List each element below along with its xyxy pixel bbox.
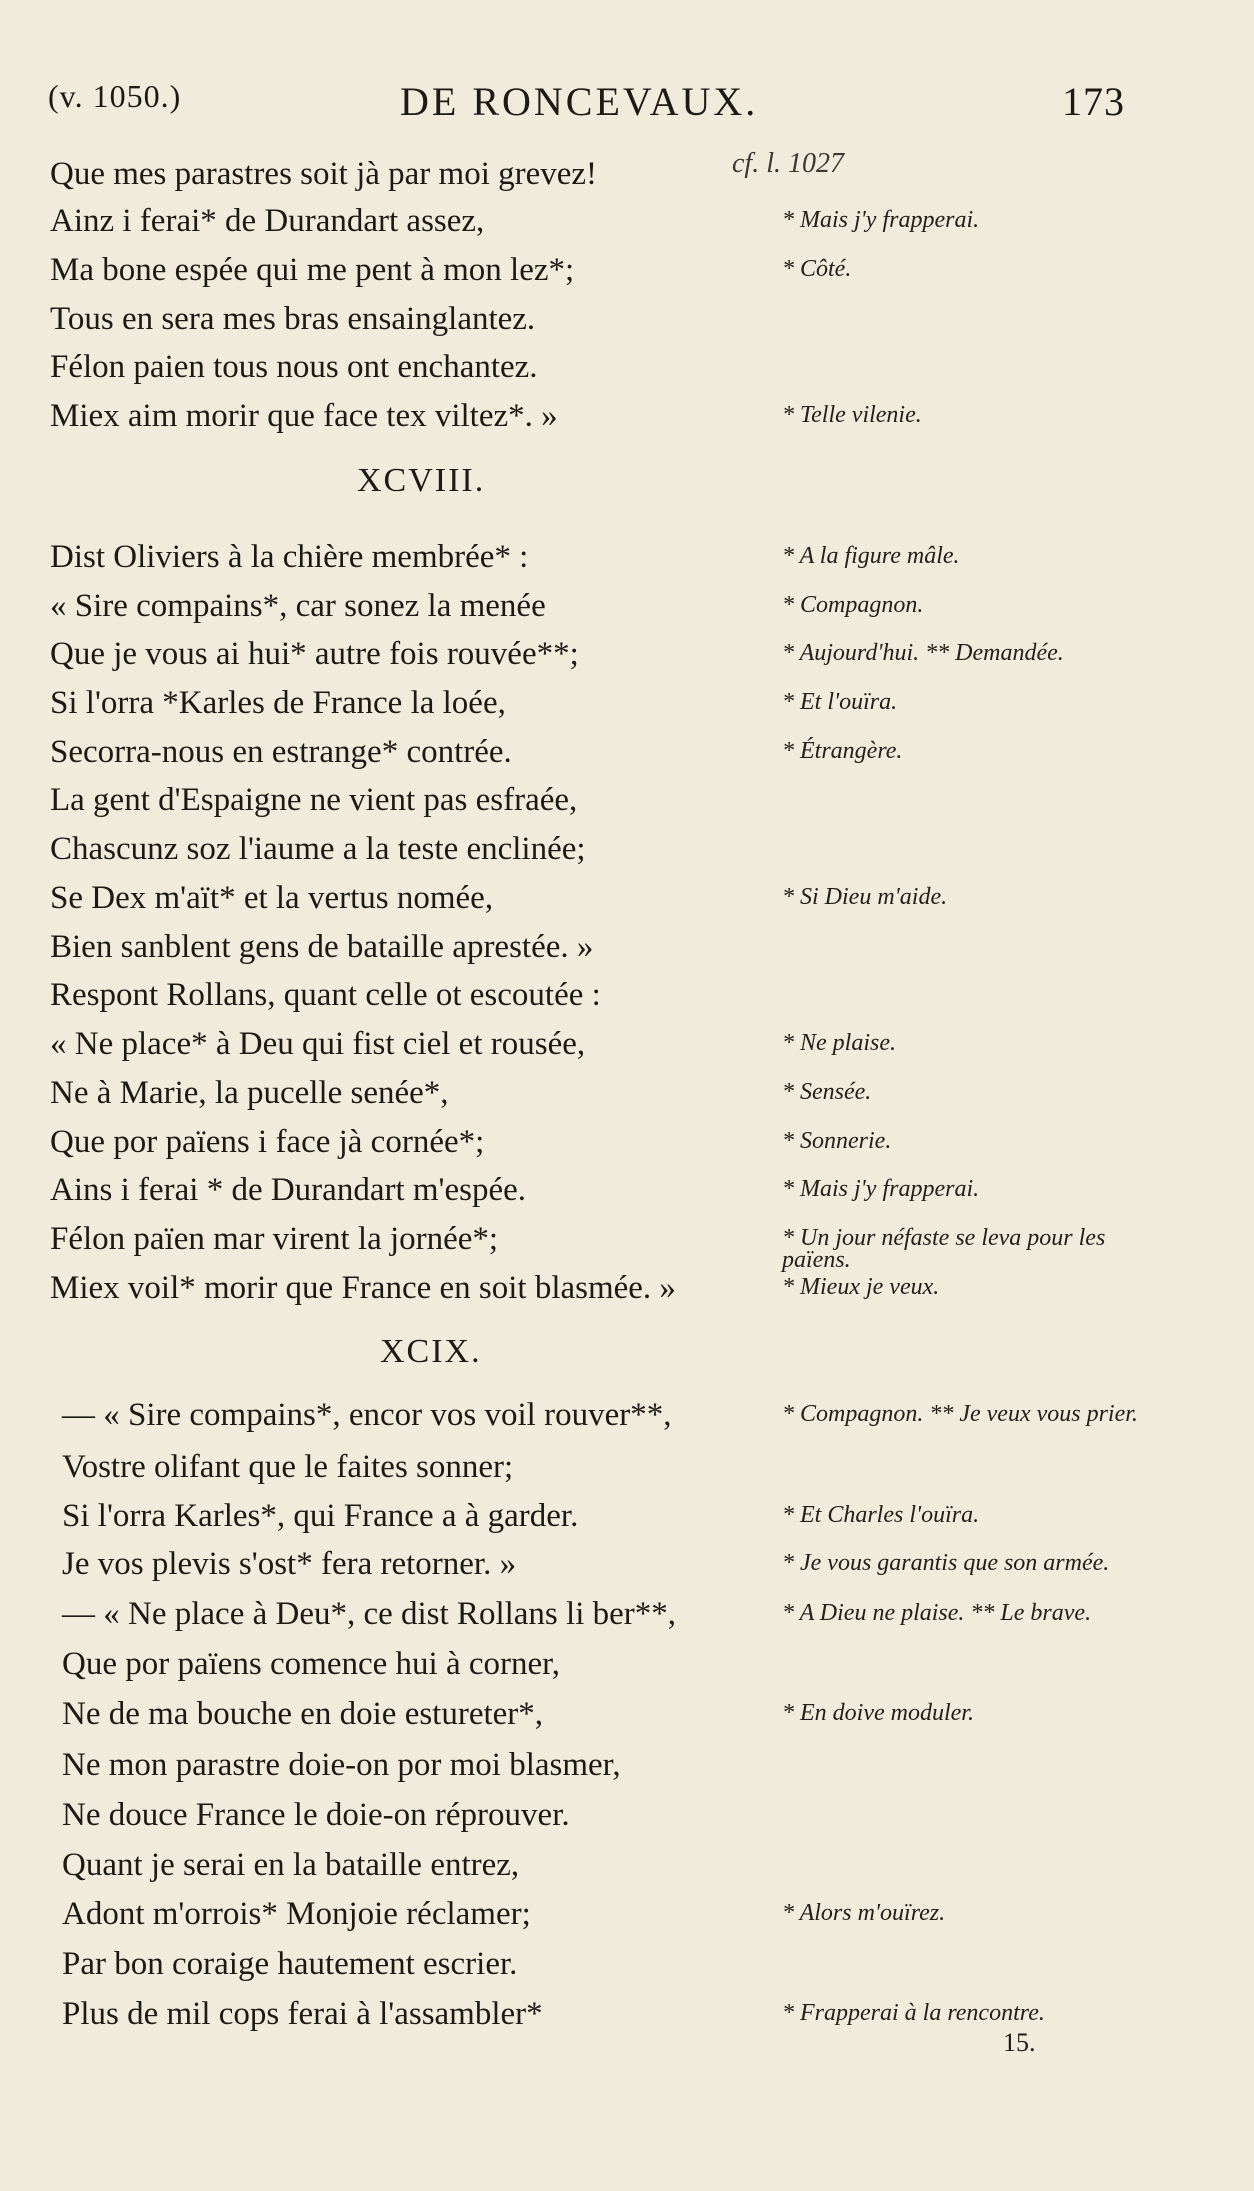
page-number: 173 bbox=[1062, 79, 1125, 124]
gloss-note: * Un jour néfaste se leva pour les païens. bbox=[782, 1225, 1106, 1273]
verse-line: Par bon coraige hautement escrier. bbox=[62, 1946, 518, 1982]
verse-line: Plus de mil cops ferai à l'assambler* bbox=[62, 1996, 543, 2032]
verse-line: Miex voil* morir que France en soit blasmée. » bbox=[50, 1270, 676, 1306]
gloss-note: * Sonnerie. bbox=[782, 1128, 892, 1154]
verse-line: — « Ne place à Deu*, ce dist Rollans li ber**, bbox=[62, 1596, 676, 1632]
verse-line: Adont m'orrois* Monjoie réclamer; bbox=[62, 1896, 531, 1932]
verse-line: Ains i ferai * de Durandart m'espée. bbox=[50, 1172, 527, 1208]
gloss-note: * Ne plaise. bbox=[782, 1030, 896, 1056]
verse-line: Ne douce France le doie-on réprouver. bbox=[62, 1797, 570, 1833]
gloss-note: * Je vous garantis que son armée. bbox=[782, 1550, 1110, 1576]
verse-line: « Sire compains*, car sonez la menée bbox=[50, 588, 546, 624]
gloss-note: * En doive moduler. bbox=[782, 1700, 974, 1726]
verse-line: Que por païens comence hui à corner, bbox=[62, 1646, 561, 1682]
verse-line: Que mes parastres soit jà par moi grevez! bbox=[50, 156, 598, 192]
gloss-note: * Alors m'ouïrez. bbox=[782, 1900, 946, 1926]
handwritten-annotation: cf. l. 1027 bbox=[732, 148, 844, 179]
running-title: DE RONCEVAUX. bbox=[400, 79, 759, 124]
verse-line: Tous en sera mes bras ensainglantez. bbox=[50, 301, 536, 337]
verse-line: Se Dex m'aït* et la vertus nomée, bbox=[50, 880, 494, 916]
verse-line: Bien sanblent gens de bataille aprestée. » bbox=[50, 929, 594, 965]
verse-line: Félon paien tous nous ont enchantez. bbox=[50, 349, 538, 385]
gloss-note: * Et Charles l'ouïra. bbox=[782, 1502, 980, 1528]
gloss-note: * Sensée. bbox=[782, 1079, 872, 1105]
verse-line: Miex aim morir que face tex viltez*. » bbox=[50, 398, 558, 434]
gloss-note: * Telle vilenie. bbox=[782, 402, 922, 428]
verse-line: Quant je serai en la bataille entrez, bbox=[62, 1847, 520, 1883]
verse-line: Si l'orra *Karles de France la loée, bbox=[50, 685, 506, 721]
verse-line: Vostre olifant que le faites sonner; bbox=[62, 1449, 514, 1485]
gloss-note: * Si Dieu m'aide. bbox=[782, 884, 948, 910]
verse-line: Je vos plevis s'ost* fera retorner. » bbox=[62, 1546, 517, 1582]
verse-line: Ainz i ferai* de Durandart assez, bbox=[50, 203, 485, 239]
verse-line: La gent d'Espaigne ne vient pas esfraée, bbox=[50, 782, 578, 818]
verse-line: Chascunz soz l'iaume a la teste enclinée; bbox=[50, 831, 586, 867]
gloss-note: * Mais j'y frapperai. bbox=[782, 1176, 980, 1202]
gloss-note: * Compagnon. ** Je veux vous prier. bbox=[782, 1401, 1138, 1427]
gloss-note: * Mais j'y frapperai. bbox=[782, 207, 980, 233]
verse-line: Ma bone espée qui me pent à mon lez*; bbox=[50, 252, 575, 288]
section-heading: XCVIII. bbox=[357, 462, 486, 499]
gloss-note: * Mieux je veux. bbox=[782, 1274, 940, 1300]
gloss-note: * Étrangère. bbox=[782, 738, 903, 764]
verse-line: Secorra-nous en estrange* contrée. bbox=[50, 734, 512, 770]
gloss-note: * Frapperai à la rencontre. bbox=[782, 2000, 1045, 2026]
verse-line: Que por païens i face jà cornée*; bbox=[50, 1124, 485, 1160]
verse-line: — « Sire compains*, encor vos voil rouver**, bbox=[62, 1397, 672, 1433]
verse-line: Ne de ma bouche en doie estureter*, bbox=[62, 1696, 544, 1732]
gloss-note: * A Dieu ne plaise. ** Le brave. bbox=[782, 1600, 1092, 1626]
gloss-note: * Compagnon. bbox=[782, 592, 924, 618]
gloss-note: * Côté. bbox=[782, 256, 852, 282]
verse-line: Ne à Marie, la pucelle senée*, bbox=[50, 1075, 449, 1111]
verse-line: Félon païen mar virent la jornée*; bbox=[50, 1221, 499, 1257]
gloss-note: * A la figure mâle. bbox=[782, 543, 960, 569]
gloss-note: * Aujourd'hui. ** Demandée. bbox=[782, 640, 1064, 666]
verse-line: Ne mon parastre doie-on por moi blasmer, bbox=[62, 1747, 621, 1783]
signature-mark: 15. bbox=[1003, 2028, 1036, 2057]
verse-line: Respont Rollans, quant celle ot escoutée : bbox=[50, 977, 601, 1013]
verse-line: Que je vous ai hui* autre fois rouvée**; bbox=[50, 636, 579, 672]
verse-line: Dist Oliviers à la chière membrée* : bbox=[50, 539, 529, 575]
verse-line: Si l'orra Karles*, qui France a à garder. bbox=[62, 1498, 579, 1534]
verse-range: (v. 1050.) bbox=[48, 78, 182, 114]
section-heading: XCIX. bbox=[380, 1333, 482, 1370]
gloss-note: * Et l'ouïra. bbox=[782, 689, 898, 715]
verse-line: « Ne place* à Deu qui fist ciel et rousée, bbox=[50, 1026, 586, 1062]
